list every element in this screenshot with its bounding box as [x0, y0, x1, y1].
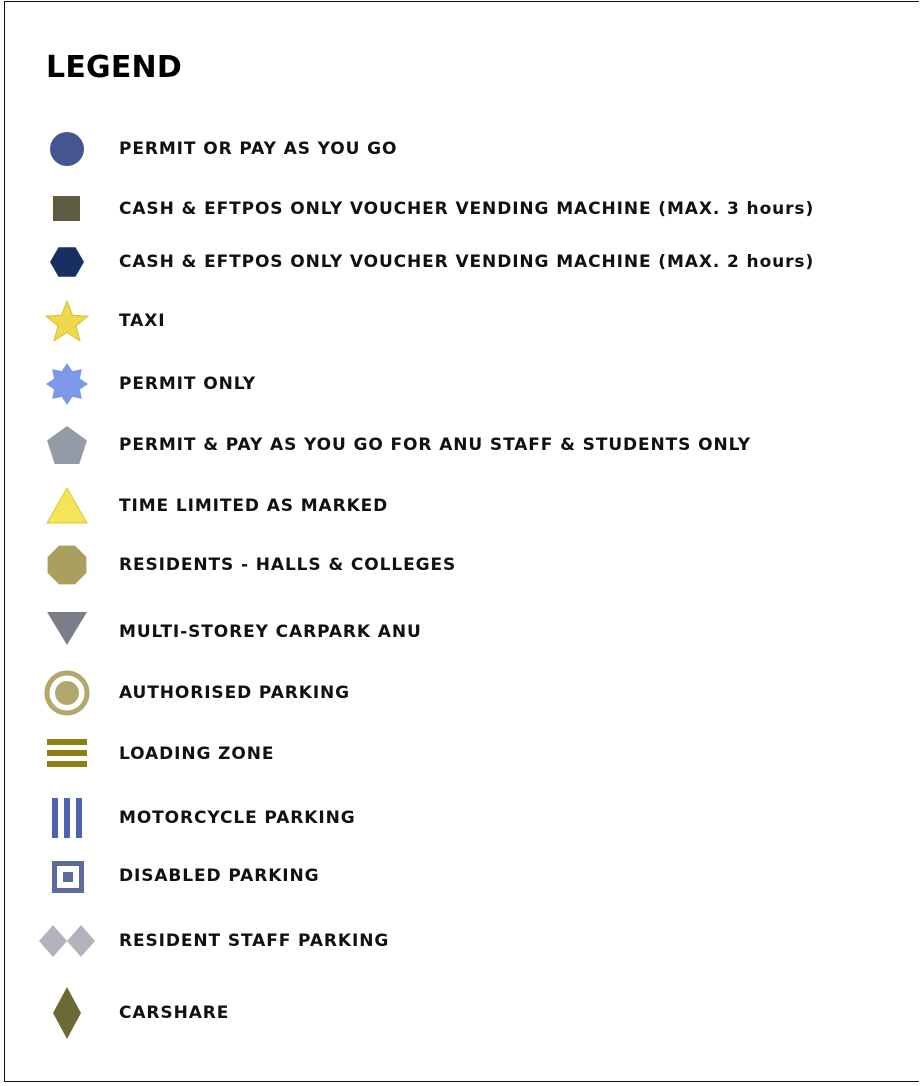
legend-title: LEGEND	[46, 50, 182, 85]
pentagon-symbol	[37, 415, 97, 475]
square-symbol	[37, 179, 97, 239]
triangle-icon	[37, 476, 97, 536]
legend-item	[0, 846, 900, 906]
legend-item-label: TAXI	[119, 311, 166, 331]
legend-item-label: TIME LIMITED AS MARKED	[119, 496, 389, 516]
eight-point-star-symbol	[37, 354, 97, 414]
pentagon-icon	[37, 415, 97, 475]
legend-item-label: DISABLED PARKING	[119, 866, 320, 886]
ring-circle-icon	[37, 663, 97, 723]
hexagon-symbol	[37, 232, 97, 292]
vertical-bars-icon	[37, 788, 97, 848]
legend-item	[0, 911, 900, 971]
legend-item-label: MULTI-STOREY CARPARK ANU	[119, 622, 422, 642]
octagon-symbol	[37, 535, 97, 595]
star-icon	[37, 291, 97, 351]
legend-item-label: AUTHORISED PARKING	[119, 683, 351, 703]
legend-item-label: PERMIT ONLY	[119, 374, 256, 394]
triangle-symbol	[37, 476, 97, 536]
legend-item	[0, 179, 900, 239]
legend-item-label: PERMIT & PAY AS YOU GO FOR ANU STAFF & STUDENTS ONLY	[119, 435, 751, 455]
horizontal-bars-symbol	[37, 724, 97, 784]
legend-item	[0, 415, 900, 475]
legend-item	[0, 354, 900, 414]
vertical-bars-symbol	[37, 788, 97, 848]
nested-square-symbol	[37, 846, 97, 906]
legend-item	[0, 788, 900, 848]
legend-item	[0, 535, 900, 595]
inverted-triangle-icon	[37, 602, 97, 662]
circle-symbol	[37, 119, 97, 179]
hexagon-icon	[37, 232, 97, 292]
eight-point-star-icon	[37, 354, 97, 414]
legend-item	[0, 983, 900, 1043]
legend-item-label: PERMIT OR PAY AS YOU GO	[119, 139, 398, 159]
legend-item	[0, 476, 900, 536]
diamond-symbol	[37, 983, 97, 1043]
double-diamond-icon	[37, 911, 97, 971]
legend-item	[0, 232, 900, 292]
legend-item-label: RESIDENTS - HALLS & COLLEGES	[119, 555, 457, 575]
legend-item-label: CASH & EFTPOS ONLY VOUCHER VENDING MACHINE (MAX. 2 hours)	[119, 252, 815, 272]
legend-item-label: LOADING ZONE	[119, 744, 275, 764]
legend-item-label: CARSHARE	[119, 1003, 230, 1023]
legend-item	[0, 663, 900, 723]
legend-item-label: MOTORCYCLE PARKING	[119, 808, 356, 828]
ring-circle-symbol	[37, 663, 97, 723]
star-symbol	[37, 291, 97, 351]
diamond-icon	[37, 983, 97, 1043]
double-diamond-symbol	[37, 911, 97, 971]
legend-item-label: CASH & EFTPOS ONLY VOUCHER VENDING MACHINE (MAX. 3 hours)	[119, 199, 815, 219]
circle-icon	[37, 119, 97, 179]
legend-item	[0, 291, 900, 351]
nested-square-icon	[37, 846, 97, 906]
square-icon	[37, 179, 97, 239]
legend-item	[0, 602, 900, 662]
octagon-icon	[37, 535, 97, 595]
legend-item-label: RESIDENT STAFF PARKING	[119, 931, 390, 951]
horizontal-bars-icon	[37, 724, 97, 784]
legend-item	[0, 119, 900, 179]
legend-item	[0, 724, 900, 784]
inverted-triangle-symbol	[37, 602, 97, 662]
